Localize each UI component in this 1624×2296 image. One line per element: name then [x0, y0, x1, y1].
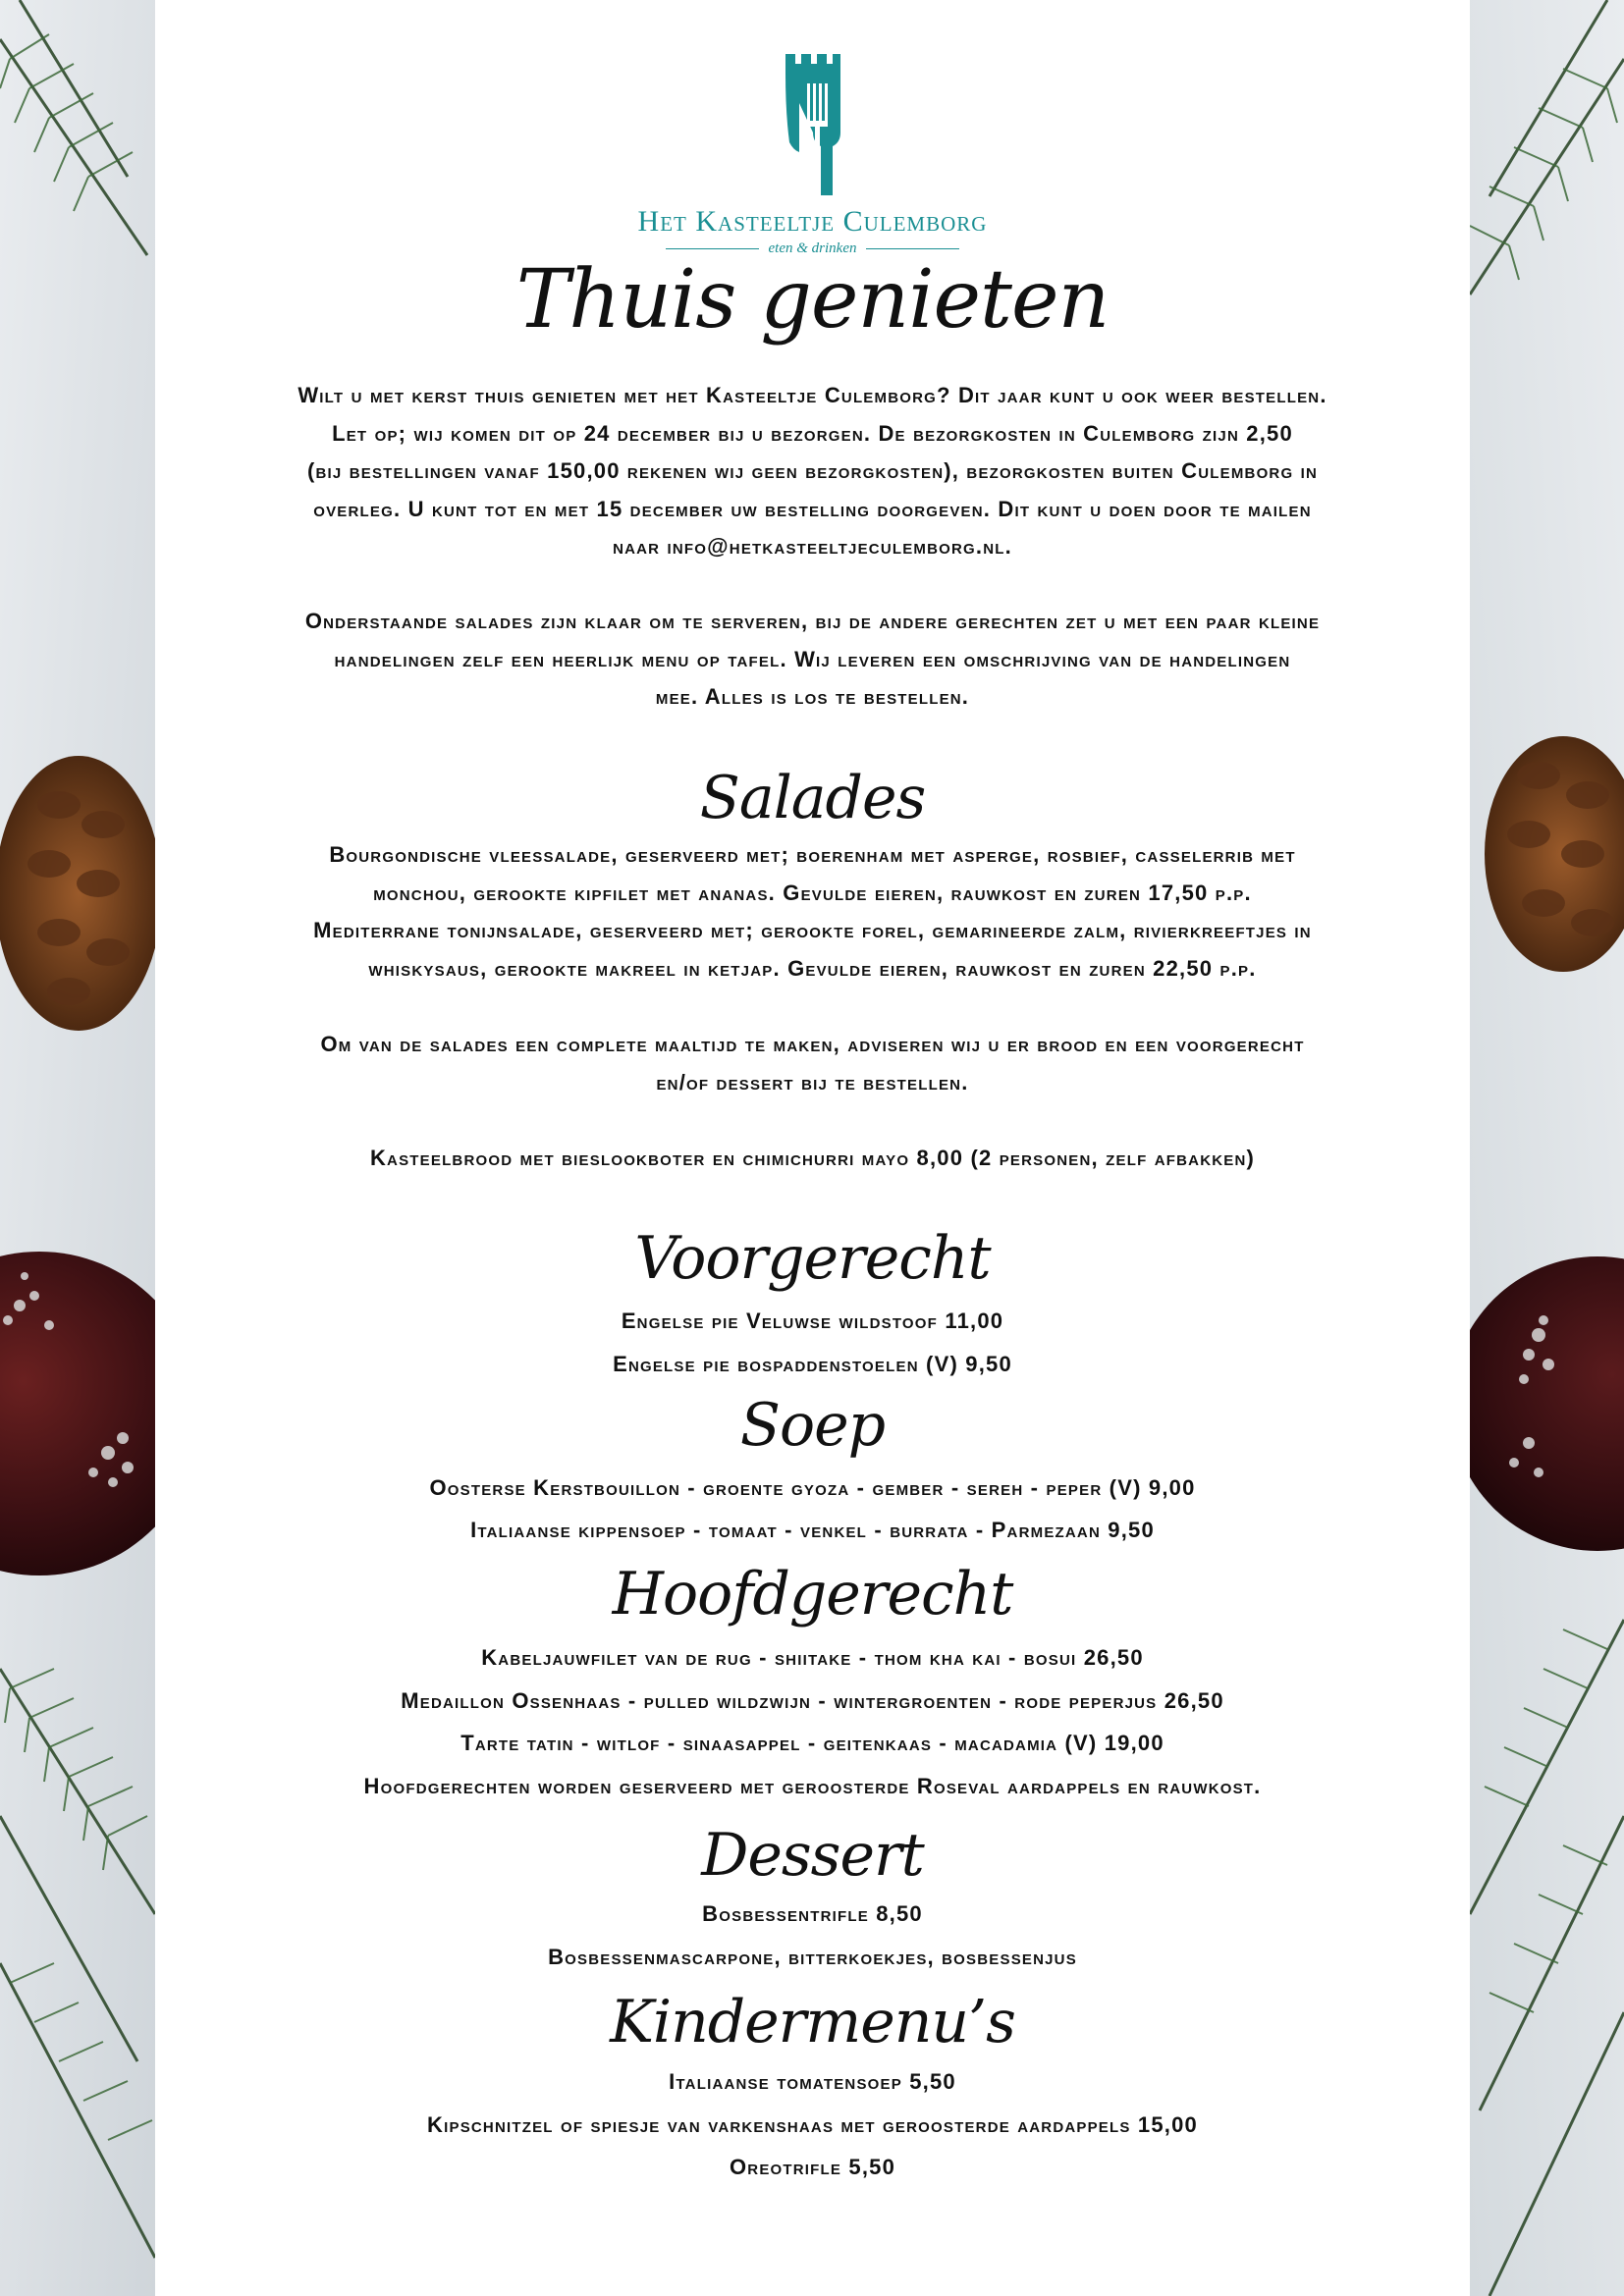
menu-item-line: Italiaanse tomatensoep 5,50: [669, 2069, 956, 2094]
intro-line: (bij bestellingen vanaf 150,00 rekenen wij geen bezorgkosten), bezorgkosten buiten Culemborg in: [306, 458, 1319, 483]
logo-divider-left: [666, 248, 759, 249]
page-title: Thuis genieten: [515, 253, 1110, 347]
menu-item-line: Bosbessenmascarpone, bitterkoekjes, bosbessenjus: [548, 1944, 1077, 1969]
intro-paragraph: [155, 377, 1470, 566]
left-decoration: [0, 0, 155, 2296]
menu-item-line: Kasteelbrood met bieslookboter en chimichurri mayo 8,00 (2 personen, zelf afbakken): [369, 1146, 1256, 1170]
menu-item-line: Oreotrifle 5,50: [729, 2155, 896, 2179]
logo-name: Het Kasteeltje Culemborg: [637, 205, 988, 238]
logo-tagline: eten & drinken: [768, 240, 857, 256]
logo: [155, 54, 1470, 256]
salades-note: [155, 1026, 1470, 1101]
menu-item-line: Bourgondische vleessalade, geserveerd met; boerenham met asperge, rosbief, casselerrib met: [329, 842, 1296, 867]
kindermenu-heading: Kindermenu’s: [610, 1988, 1015, 2056]
menu-item-line: monchou, gerookte kipfilet met ananas. Gevulde eieren, rauwkost en zuren 17,50 p.p.: [373, 880, 1252, 905]
dessert-list: [155, 1893, 1470, 1978]
dessert-heading: Dessert: [701, 1821, 924, 1890]
logo-divider-right: [866, 248, 959, 249]
menu-item-line: Tarte tatin - witlof - sinaasappel - geitenkaas - macadamia (V) 19,00: [460, 1731, 1164, 1755]
castle-fork-knife-icon: [784, 54, 842, 199]
intro2-line: handelingen zelf een heerlijk menu op tafel. Wij leveren een omschrijving van de handelingen: [334, 646, 1291, 671]
voorgerecht-list: [155, 1300, 1470, 1386]
hoofdgerecht-list: [155, 1636, 1470, 1807]
intro-paragraph-2: [155, 603, 1470, 717]
menu-item-line: Kipschnitzel of spiesje van varkenshaas met geroosterde aardappels 15,00: [427, 2111, 1198, 2137]
menu-item-line: Italiaanse kippensoep - tomaat - venkel - burrata - Parmezaan 9,50: [470, 1518, 1155, 1542]
menu-item-line: whiskysaus, gerookte makreel in ketjap. Gevulde eieren, rauwkost en zuren 22,50 p.p.: [368, 955, 1257, 981]
intro-line: Wilt u met kerst thuis genieten met het Kasteeltje Culemborg? Dit jaar kunt u ook weer bestellen.: [298, 383, 1327, 407]
note-line: en/of dessert bij te bestellen.: [656, 1069, 969, 1095]
christmas-decoration-right-image: [1470, 0, 1624, 2296]
intro-line: naar info@hetkasteeltjeculemborg.nl.: [613, 534, 1012, 559]
right-decoration: [1470, 0, 1624, 2296]
note-line: Om van de salades een complete maaltijd te maken, adviseren wij u er brood en een voorgerecht: [320, 1032, 1305, 1056]
menu-page: [155, 0, 1470, 2296]
soep-heading: Soep: [739, 1391, 886, 1460]
menu-item-line: Hoofdgerechten worden geserveerd met geroosterde Roseval aardappels en rauwkost.: [363, 1773, 1262, 1798]
voorgerecht-heading: Voorgerecht: [634, 1224, 991, 1293]
menu-item-line: Engelse pie bospaddenstoelen (V) 9,50: [613, 1352, 1012, 1376]
intro-line: overleg. U kunt tot en met 15 december uw bestelling doorgeven. Dit kunt u doen door te mailen: [313, 496, 1312, 521]
menu-item-line: Mediterrane tonijnsalade, geserveerd met; gerookte forel, gemarineerde zalm, rivierkreeftjes in: [313, 918, 1312, 942]
intro2-line: Onderstaande salades zijn klaar om te serveren, bij de andere gerechten zet u met een paar kleine: [304, 609, 1321, 633]
salades-heading: Salades: [699, 764, 926, 832]
menu-item-line: Kabeljauwfilet van de rug - shiitake - thom kha kai - bosui 26,50: [481, 1645, 1144, 1670]
intro-line: Let op; wij komen dit op 24 december bij u bezorgen. De bezorgkosten in Culemborg zijn 2,50: [332, 420, 1293, 446]
kindermenu-list: [155, 2060, 1470, 2189]
salades-list: [155, 836, 1470, 988]
menu-item-line: Engelse pie Veluwse wildstoof 11,00: [621, 1308, 1004, 1333]
intro2-line: mee. Alles is los te bestellen.: [655, 684, 970, 709]
menu-item-line: Oosterse Kerstbouillon - groente gyoza - gember - sereh - peper (V) 9,00: [429, 1475, 1196, 1500]
soep-list: [155, 1467, 1470, 1551]
menu-item-line: Bosbessentrifle 8,50: [702, 1901, 923, 1926]
bread-line: [155, 1140, 1470, 1178]
christmas-decoration-left-image: [0, 0, 155, 2296]
menu-item-line: Medaillon Ossenhaas - pulled wildzwijn - wintergroenten - rode peperjus 26,50: [401, 1687, 1224, 1713]
hoofdgerecht-heading: Hoofdgerecht: [612, 1560, 1013, 1629]
